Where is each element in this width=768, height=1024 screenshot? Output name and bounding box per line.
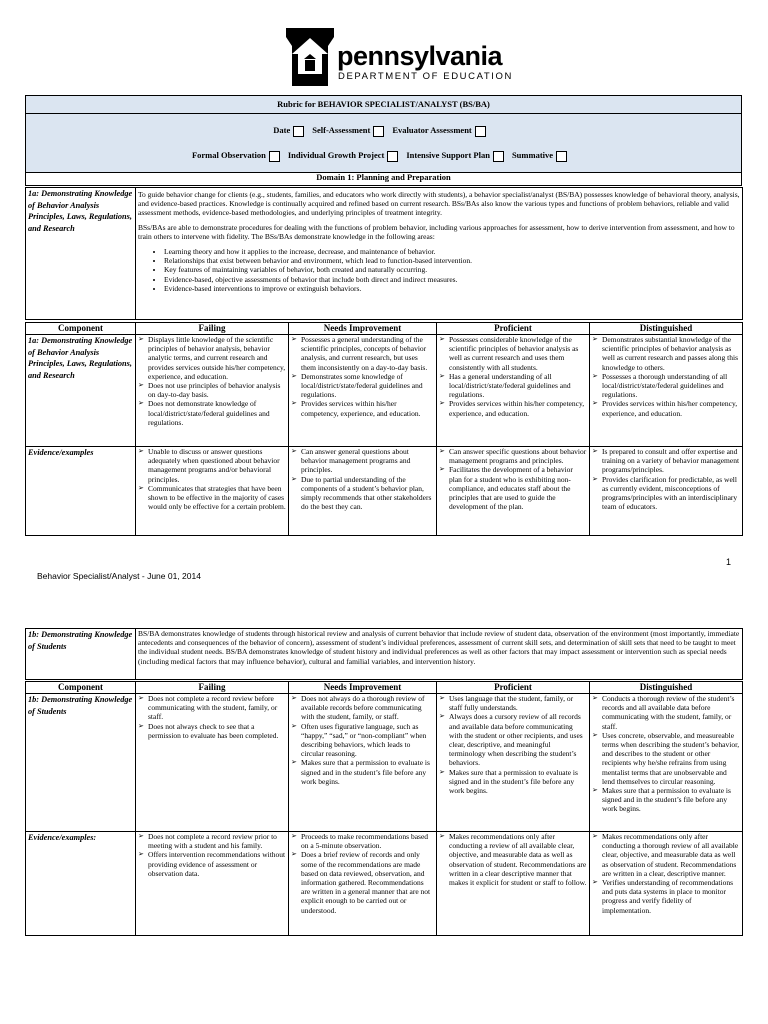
table-row [26, 694, 743, 832]
bullet-item: • Learning theory and how it applies to the increase, decrease, and maintenance of behavior. [164, 247, 740, 256]
cell-proficient [437, 832, 590, 936]
criteria-item: ➢ Makes sure that a permission to evaluate is signed and in the student’s file before any work begins. [301, 758, 434, 786]
cell-distinguished [590, 335, 743, 447]
criteria-item: ➢ Does not always do a thorough review of available records before communicating with the student, family, or staff. [301, 694, 434, 722]
criteria-item: ➢ Facilitates the development of a behavior plan for a student who is exhibiting non-compliance, and educates staff about the principles that are used to guide the development of the plan. [449, 465, 587, 511]
checkbox-label: Evaluator Assessment [392, 125, 472, 135]
section-1b-label: 1b: Demonstrating Knowledge of Students [26, 629, 136, 680]
cell-failing [136, 447, 289, 536]
section-1a-text [136, 188, 743, 320]
logo-name: pennsylvania [337, 41, 503, 71]
criteria-item: ➢ Makes recommendations only after conducting a review of all available clear, objective, and measurable data as well as observation of student. Recommendations are written in a clear descriptive manner that makes it explicit for student or staff to follow. [449, 832, 587, 887]
column-header: Distinguished [590, 323, 743, 335]
criteria-item: ➢ Provides services within his/her competency, experience, and education. [602, 399, 740, 417]
criteria-item: ➢ Always does a cursory review of all records and available data before communicating with the student or other recipients, and uses clear, descriptive, and meaningful terminology when describing the student’s behaviors. [449, 712, 587, 767]
cell-distinguished [590, 832, 743, 936]
cell-proficient [437, 447, 590, 536]
criteria-item: ➢ Communicates that strategies that have been shown to be effective in the majority of cases would only be effective for a certain problem. [148, 484, 286, 512]
criteria-item: ➢ Displays little knowledge of the scientific principles of behavior analysis, behavior analytic terms, and current research and provides services outside his/her competency, experience, and education. [148, 335, 286, 381]
checkbox[interactable] [373, 126, 384, 137]
criteria-item: ➢ Verifies understanding of recommendations and puts data systems in place to monitor progress and verify fidelity of implementation. [602, 878, 740, 915]
domain-title: Domain 1: Planning and Preparation [26, 173, 742, 186]
criteria-item: ➢ Makes recommendations only after conducting a thorough review of all available clear, objective, and measurable data as well as observation of student. Recommendations are written in a clear, descriptive manner. [602, 832, 740, 878]
row-label: 1b: Demonstrating Knowledge of Students [26, 694, 136, 832]
table-row [26, 447, 743, 536]
criteria-item: ➢ Has a general understanding of all local/district/state/federal guidelines and regulations. [449, 372, 587, 400]
section-1a-paragraph: To guide behavior change for clients (e.g., students, families, and educators who work directly with students), a behavior specialist/analyst (BS/BA) possesses knowledge of behavioral theory, analysis, and evidence-based practices. Knowledge is continually acquired and refined based on current research. BSs/BAs also know the various types and functions of problem behaviors, reliable and valid assessment methods, evidence-based methodologies, and underlying principles of treatment integrity. [138, 190, 740, 218]
criteria-item: ➢ Often uses figurative language, such as “happy,” “sad,” or “non-compliant” when describing behaviors, which leads to circular reasoning. [301, 722, 434, 759]
bullet-item: • Evidence-based, objective assessments of behavior that include both direct and indirect measures. [164, 275, 740, 284]
criteria-item: ➢ Is prepared to consult and offer expertise and training on a variety of behavior management programs/principles. [602, 447, 740, 475]
criteria-item: ➢ Demonstrates substantial knowledge of the scientific principles of behavior analysis as well as current research and passes along this knowledge to others. [602, 335, 740, 372]
criteria-item: ➢ Possesses a thorough understanding of all local/district/state/federal guidelines and regulations. [602, 372, 740, 400]
column-header: Needs Improvement [289, 323, 437, 335]
column-header: Distinguished [590, 682, 743, 694]
section-1b-description [25, 628, 743, 680]
criteria-item: ➢ Makes sure that a permission to evaluate is signed and in the student’s file before any work begins. [602, 786, 740, 814]
section-1a-bullets [138, 247, 740, 293]
cell-needs [289, 694, 437, 832]
bullet-item: • Evidence-based interventions to improve or extinguish behaviors. [164, 284, 740, 293]
rubric-table-1b [25, 681, 743, 936]
checkbox-label: Summative [511, 150, 554, 160]
checkbox-label: Formal Observation [191, 150, 266, 160]
criteria-item: ➢ Provides services within his/her competency, experience, and education. [449, 399, 587, 417]
cell-failing [136, 832, 289, 936]
assessment-type-checkboxes [26, 114, 742, 173]
rubric-header-table [25, 95, 742, 186]
criteria-item: ➢ Does not use principles of behavior analysis on day-to-day basis. [148, 381, 286, 399]
criteria-item: ➢ Possesses a general understanding of the scientific principles, concepts of behavior analysis, and current research, but uses them inconsistently on a day-to-day basis. [301, 335, 434, 372]
criteria-item: ➢ Demonstrates some knowledge of local/district/state/federal guidelines and regulations. [301, 372, 434, 400]
bullet-item: • Key features of maintaining variables of behavior, both created and naturally occurring. [164, 265, 740, 274]
column-header: Failing [136, 682, 289, 694]
rubric-title: Rubric for BEHAVIOR SPECIALIST/ANALYST (BS/BA) [26, 96, 742, 114]
criteria-item: ➢ Offers intervention recommendations without providing evidence of assessment or observation data. [148, 850, 286, 878]
criteria-item: ➢ Does not demonstrate knowledge of local/district/state/federal guidelines and regulations. [148, 399, 286, 427]
row-label: 1a: Demonstrating Knowledge of Behavior Analysis Principles, Laws, Regulations, and Research [26, 335, 136, 447]
checkbox-label: Date [273, 125, 291, 135]
cell-needs [289, 335, 437, 447]
checkbox-label: Intensive Support Plan [406, 150, 490, 160]
checkbox-label: Self-Assessment [312, 125, 371, 135]
criteria-item: ➢ Provides clarification for predictable, as well as currently evident, misconceptions of programs/principles with an interdisciplinary team of educators. [602, 475, 740, 512]
criteria-item: ➢ Uses concrete, observable, and measureable terms when describing the student’s behavior, and describes to the student or other recipients why he/she refrains from using mentalist terms that are unobservable and lend themselves to circular reasoning. [602, 731, 740, 786]
checkbox[interactable] [387, 151, 398, 162]
column-header: Needs Improvement [289, 682, 437, 694]
checkbox[interactable] [475, 126, 486, 137]
criteria-item: ➢ Due to partial understanding of the components of a student’s behavior plan, simply recommends that other stakeholders do the best they can. [301, 475, 434, 512]
column-header: Proficient [437, 682, 590, 694]
criteria-item: ➢ Does not complete a record review prior to meeting with a student and his family. [148, 832, 286, 850]
row-label: Evidence/examples [26, 447, 136, 536]
page-footer: Behavior Specialist/Analyst - June 01, 2014 [37, 571, 201, 581]
criteria-item: ➢ Unable to discuss or answer questions adequately when questioned about behavior management programs and/or behavioral principles. [148, 447, 286, 484]
criteria-item: ➢ Proceeds to make recommendations based on a 5-minute observation. [301, 832, 434, 850]
cell-proficient [437, 694, 590, 832]
cell-distinguished [590, 447, 743, 536]
checkbox[interactable] [493, 151, 504, 162]
column-header: Proficient [437, 323, 590, 335]
criteria-item: ➢ Possesses considerable knowledge of the scientific principles of behavior analysis as well as current research and uses them consistently with all students. [449, 335, 587, 372]
section-1a-label: 1a: Demonstrating Knowledge of Behavior Analysis Principles, Laws, Regulations, and Research [26, 188, 136, 320]
column-header: Component [26, 323, 136, 335]
row-label: Evidence/examples: [26, 832, 136, 936]
column-header: Component [26, 682, 136, 694]
cell-needs [289, 447, 437, 536]
criteria-item: ➢ Uses language that the student, family, or staff fully understands. [449, 694, 587, 712]
checkbox-label: Individual Growth Project [287, 150, 385, 160]
criteria-item: ➢ Does not always check to see that a permission to evaluate has been completed. [148, 722, 286, 740]
cell-failing [136, 335, 289, 447]
criteria-item: ➢ Does not complete a record review before communicating with the student, family, or staff. [148, 694, 286, 722]
criteria-item: ➢ Can answer specific questions about behavior management programs and principles. [449, 447, 587, 465]
checkbox[interactable] [556, 151, 567, 162]
rubric-table-1a [25, 322, 743, 536]
cell-distinguished [590, 694, 743, 832]
section-1a-paragraph: BSs/BAs are able to demonstrate procedures for dealing with the functions of problem behavior, including various approaches for assessment, how to derive intervention from assessment, and how to train others to intervene with fidelity. The BSs/BAs demonstrate knowledge in the following areas: [138, 222, 735, 241]
section-1a-description [25, 187, 743, 320]
criteria-item: ➢ Makes sure that a permission to evaluate is signed and in the student’s file before any work begins. [449, 768, 587, 796]
bullet-item: • Relationships that exist between behavior and environment, which lead to function-based intervention. [164, 256, 740, 265]
criteria-item: ➢ Can answer general questions about behavior management programs and principles. [301, 447, 434, 475]
criteria-item: ➢ Conducts a thorough review of the student’s records and all available data before communicating with the student, family, or staff. [602, 694, 740, 731]
checkbox[interactable] [293, 126, 304, 137]
table-row [26, 832, 743, 936]
criteria-item: ➢ Does a brief review of records and only some of the recommendations are made based on data reviewed, observation, and information gathered. Recommendations are written in a general manner that are not explicit enough to be carried out or understood. [301, 850, 434, 914]
page-number: 1 [726, 557, 732, 567]
cell-needs [289, 832, 437, 936]
cell-proficient [437, 335, 590, 447]
cell-failing [136, 694, 289, 832]
column-header: Failing [136, 323, 289, 335]
logo-subtitle: DEPARTMENT OF EDUCATION [338, 71, 513, 82]
section-1b-text: BS/BA demonstrates knowledge of students through historical review and analysis of current behavior that include review of student data, observation of the environment (most importantly, immediate antecedents and consequences of the behavior of concern), assessment of student’s individual preferences, assessment of current skill sets, and determination of skill sets that need to be taught to meet the individual student needs. BS/BA demonstrates knowledge of student history and individual preferences as well as other factors that may impact assessment or intervention such as special needs (including medical factors that may influence behavior), cultural and familial variables, and intervention history. [136, 629, 743, 680]
checkbox[interactable] [269, 151, 280, 162]
table-row [26, 335, 743, 447]
criteria-item: ➢ Provides services within his/her competency, experience, and education. [301, 399, 434, 417]
